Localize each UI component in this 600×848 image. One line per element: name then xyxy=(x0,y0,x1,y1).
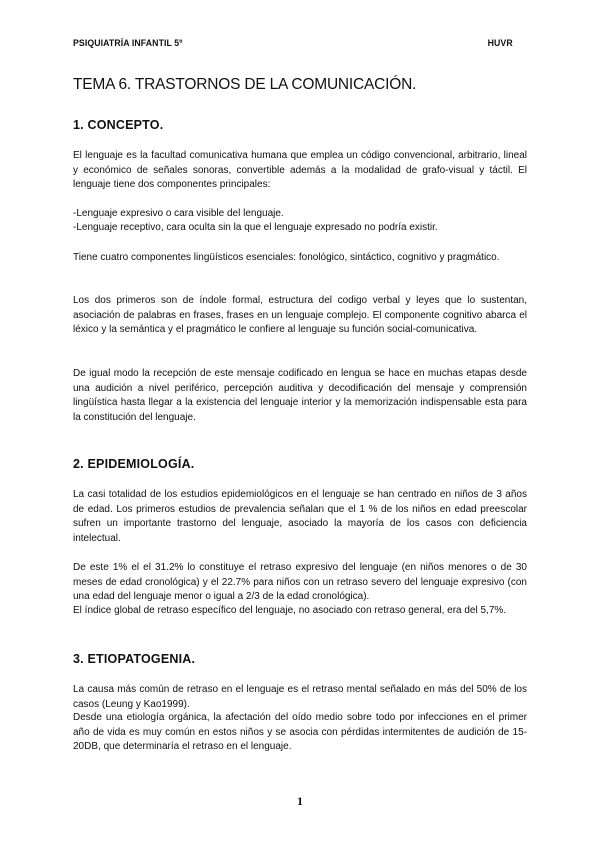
page-number: 1 xyxy=(297,794,303,808)
paragraph: La casi totalidad de los estudios epidemiológicos en el lenguaje se han centrado en niños de 3 años de edad. Los primeros estudios de prevalencia señalan que el 1 % de los niños en edad preescolar sufren un importante trastorno del lenguaje, asociado la mayoría de los casos con deficiencia intelectual. xyxy=(73,489,527,544)
header-course: PSIQUIATRÍA INFANTIL 5º xyxy=(73,38,183,49)
paragraph: Tiene cuatro componentes lingüísticos esenciales: fonológico, sintáctico, cognitivo y pragmático. xyxy=(73,252,500,263)
paragraph: El índice global de retraso específico del lenguaje, no asociado con retraso general, era del 5,7%. xyxy=(73,605,507,616)
header-institution: HUVR xyxy=(487,38,513,49)
list-item: -Lenguaje expresivo o cara visible del lenguaje. xyxy=(73,208,284,219)
paragraph: Desde una etiología orgánica, la afectación del oído medio sobre todo por infecciones en el primer año de vida es muy común en estos niños y se asocia con pérdidas intermitentes de audición de 15-20DB, que determinaría el retraso en el lenguaje. xyxy=(73,712,527,753)
section-heading-etiopatogenia: 3. ETIOPATOGENIA. xyxy=(73,652,196,666)
list-item: -Lenguaje receptivo, cara oculta sin la que el lenguaje expresado no podría existir. xyxy=(73,222,438,233)
paragraph: De este 1% el el 31.2% lo constituye el retraso expresivo del lenguaje (en niños menores o de 30 meses de edad cronológica) y el 22.7% para niños con un retraso severo del lenguaje expresivo (con una edad del lenguaje menor o igual a 2/3 de la edad cronológica). xyxy=(73,562,527,603)
paragraph: El lenguaje es la facultad comunicativa humana que emplea un código convencional, arbitrario, lineal y económico de señales sonoras, convertible además a la modalidad de grafo-visual y táctil. El lenguaje tiene dos componentes principales: xyxy=(73,150,527,191)
paragraph: La causa más común de retraso en el lenguaje es el retraso mental señalado en más del 50% de los casos (Leung y Kao1999). xyxy=(73,684,527,710)
section-heading-epidemiologia: 2. EPIDEMIOLOGÍA. xyxy=(73,457,195,471)
page-title: TEMA 6. TRASTORNOS DE LA COMUNICACIÓN. xyxy=(73,76,417,93)
paragraph: De igual modo la recepción de este mensaje codificado en lengua se hace en muchas etapas desde una audición a nivel periférico, percepción auditiva y decodificación del mensaje y comprensión lingüística hasta llegar a la existencia del lenguaje interior y la memorización indispensable esta para la constitución del lenguaje. xyxy=(73,368,527,423)
paragraph: Los dos primeros son de índole formal, estructura del codigo verbal y leyes que lo sustentan, asociación de palabras en frases, frases en un lenguaje complejo. El componente cognitivo abarca el léxico y la semántica y el pragmático le confiere al lenguaje su función social-comunicativa. xyxy=(73,295,527,336)
page-header xyxy=(73,38,513,49)
section-heading-concepto: 1. CONCEPTO. xyxy=(73,118,164,132)
